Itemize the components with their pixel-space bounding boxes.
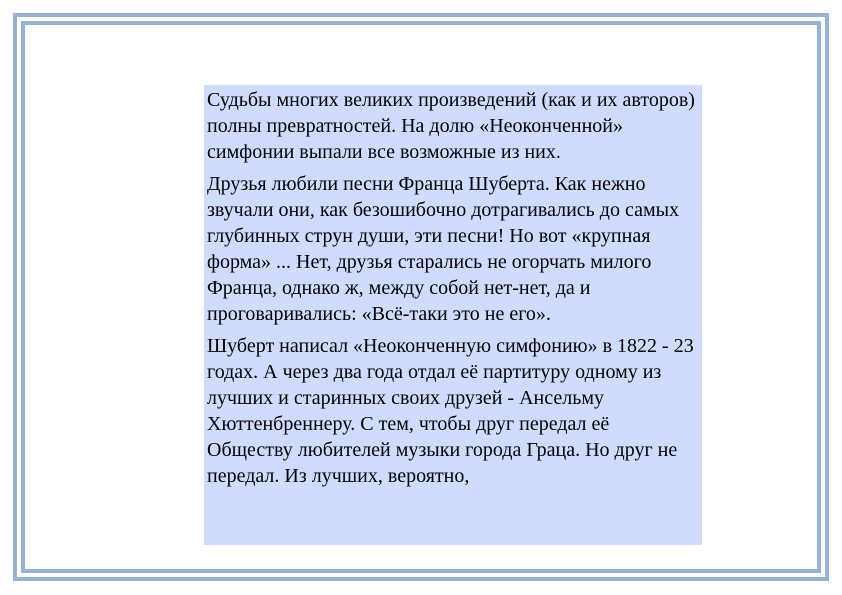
paragraph-1: Судьбы многих великих произведений (как и их авторов) полны превратностей. На долю «Неоконченной» симфонии выпали все возможные из них. (207, 89, 695, 163)
text-box (204, 85, 702, 545)
paragraph-3: Шуберт написал «Неоконченную симфонию» в 1822 - 23 годах. А через два года отдал её партитуру одному из лучших и старинных своих друзей - Ансельму Хюттенбреннеру. С тем, чтобы друг передал её Обществу любителей музыки города Граца. Но друг не передал. Из лучших, вероятно, (207, 335, 694, 487)
paragraph-2: Друзья любили песни Франца Шуберта. Как нежно звучали они, как безошибочно дотрагивались до самых глубинных струн души, эти песни! Но вот «крупная форма» ... Нет, друзья старались не огорчать милого Франца, однако ж, между собой нет-нет, да и проговаривались: «Всё-таки это не его». (207, 173, 680, 325)
